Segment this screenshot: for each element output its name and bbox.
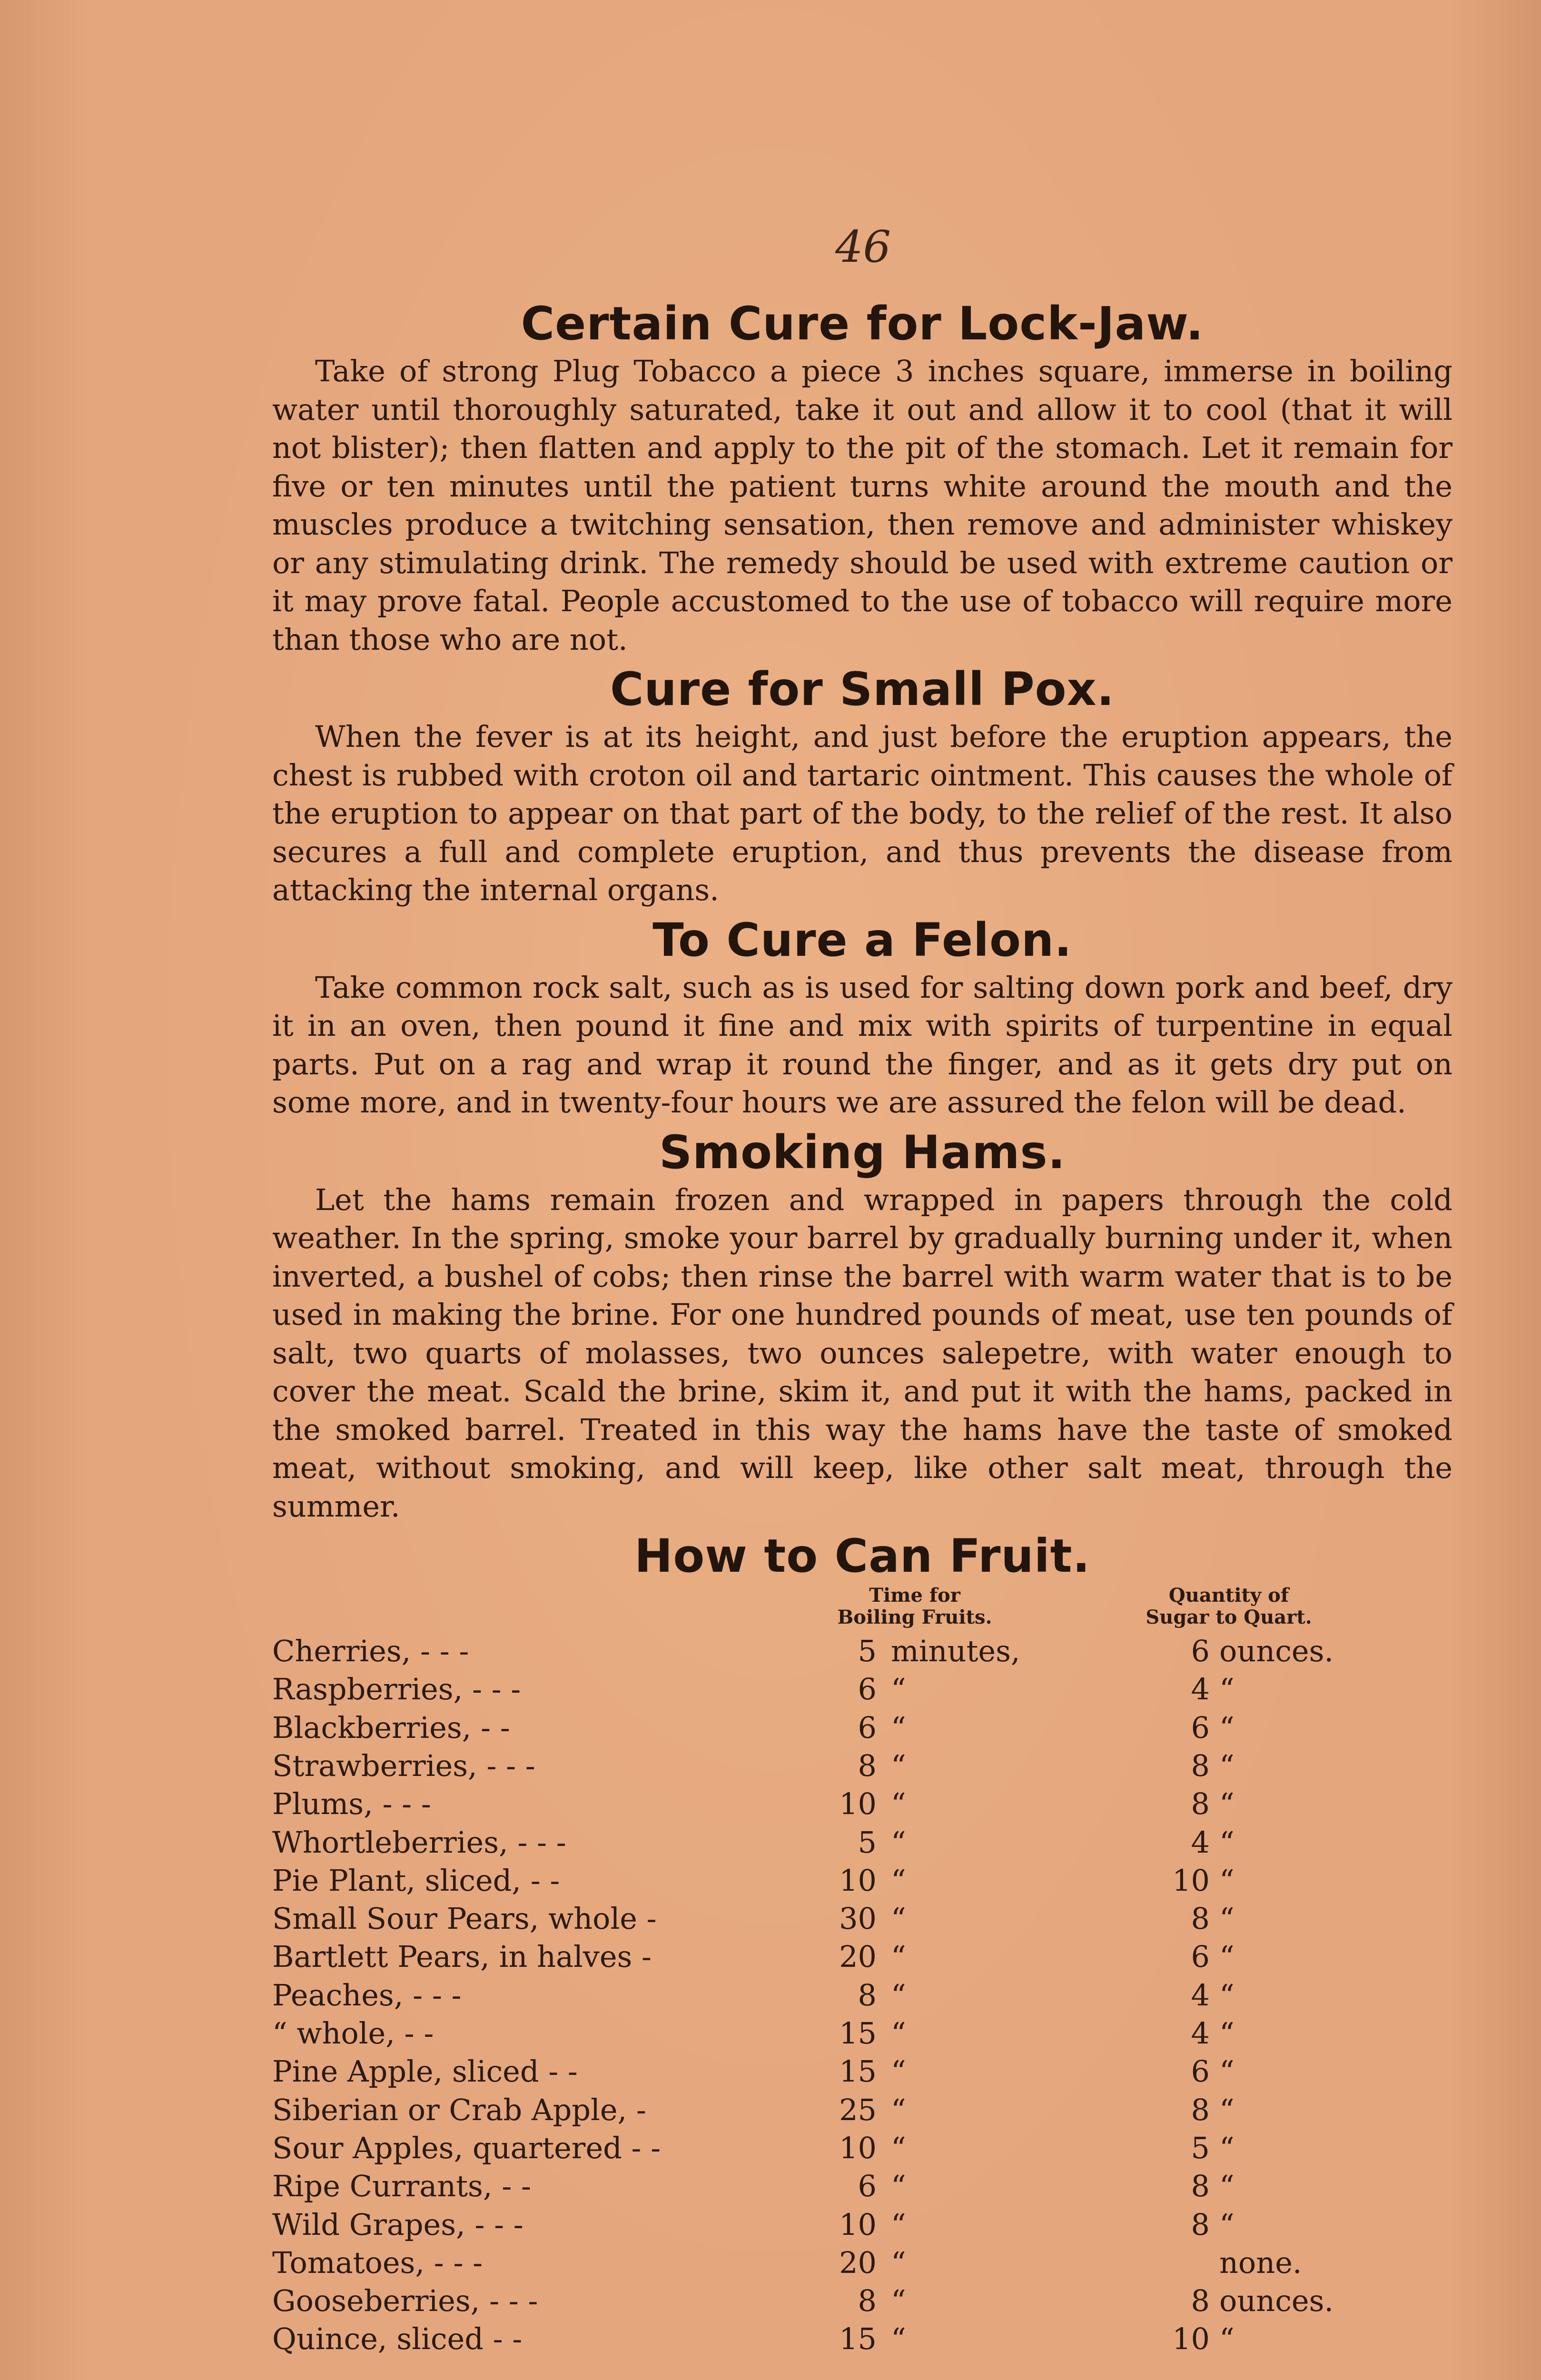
- fruit-row: [272, 1709, 1452, 1747]
- fruit-name: Plums, - - -: [272, 1786, 431, 1822]
- sugar-unit: “: [1219, 2207, 1235, 2242]
- sugar-unit: “: [1219, 2016, 1235, 2051]
- sugar-unit: “: [1219, 1748, 1235, 1783]
- section-title-lockjaw: Certain Cure for Lock-Jaw.: [521, 297, 1204, 350]
- smallpox-section: [272, 661, 1452, 910]
- boiling-time-unit: “: [891, 2169, 906, 2204]
- boiling-time-unit: “: [891, 2245, 906, 2280]
- sugar-unit: “: [1219, 1786, 1235, 1822]
- boiling-time-unit: “: [891, 2130, 906, 2165]
- sugar-amount: 6: [1191, 2054, 1210, 2089]
- boiling-time: 8: [858, 1977, 877, 2013]
- fruit-name: Small Sour Pears, whole -: [272, 1901, 657, 1936]
- sugar-amount: 4: [1191, 2016, 1210, 2051]
- fruit-row: [272, 1785, 1452, 1823]
- boiling-time: 8: [858, 1748, 877, 1783]
- boiling-time-unit: “: [891, 1710, 906, 1745]
- boiling-time: 15: [839, 2054, 877, 2089]
- felon-section: [272, 912, 1452, 1122]
- lockjaw-section: [272, 295, 1452, 659]
- fruit-name: Cherries, - - -: [272, 1634, 469, 1668]
- fruit-name: Raspberries, - - -: [272, 1672, 521, 1707]
- boiling-time: 6: [858, 1710, 877, 1745]
- fruit-row: [272, 1670, 1452, 1708]
- boiling-time-unit: “: [891, 1786, 906, 1822]
- section-body-lockjaw: Take of strong Plug Tobacco a piece 3 inches square, immerse in boiling water until thoroughly saturated, take it out and allow it to cool (that it will not blister); then flatten and apply to the pit of the stomach. Let it remain for five or ten minutes until the patient turns white around the mouth and the muscles produce a twitching sensation, then remove and administer whiskey or any stimulating drink. The remedy should be used with extreme caution or it may prove fatal. People accustomed to the use of tobacco will require more than those who are not.: [272, 354, 1452, 657]
- boiling-time: 8: [858, 2283, 877, 2319]
- boiling-time: 30: [839, 1901, 877, 1936]
- fruit-name: Pie Plant, sliced, - -: [272, 1863, 560, 1898]
- boiling-time-unit: “: [891, 1825, 906, 1860]
- sugar-column-header: [1119, 1585, 1338, 1628]
- sugar-unit: “: [1219, 1825, 1235, 1860]
- boiling-time-unit: minutes,: [891, 1634, 1020, 1668]
- sugar-unit: “: [1219, 2130, 1235, 2165]
- fruit-table: [272, 1585, 1452, 2380]
- fruit-name: Ripe Currants, - -: [272, 2169, 531, 2204]
- time-header-line1: Time for: [869, 1584, 960, 1606]
- fruit-row: [272, 2167, 1452, 2205]
- fruit-name: “ whole, - -: [272, 2016, 434, 2051]
- sugar-unit: “: [1219, 1710, 1235, 1745]
- fruit-row: [272, 1632, 1452, 1670]
- sugar-amount: 8: [1191, 1748, 1210, 1783]
- fruit-name: Blackberries, - -: [272, 1710, 510, 1745]
- boiling-time-unit: “: [891, 2092, 906, 2127]
- sugar-unit: ounces.: [1219, 2283, 1334, 2319]
- sugar-unit: ounces.: [1219, 1634, 1334, 1668]
- boiling-time-unit: “: [891, 1672, 906, 1707]
- boiling-time: 6: [858, 2169, 877, 2204]
- sugar-amount: 8: [1191, 1786, 1210, 1822]
- boiling-time-unit: “: [891, 1901, 906, 1936]
- fruit-row: [272, 1824, 1452, 1862]
- boiling-time: 20: [839, 2245, 877, 2280]
- fruit-row: [272, 2244, 1452, 2282]
- sugar-amount: 10: [1172, 1863, 1210, 1898]
- boiling-time: 25: [839, 2092, 877, 2127]
- page-number: 46: [835, 221, 891, 272]
- sugar-unit: “: [1219, 2054, 1235, 2089]
- sugar-header-line1: Quantity of: [1168, 1584, 1289, 1606]
- sugar-amount: 8: [1191, 2207, 1210, 2242]
- boiling-time: 10: [839, 1863, 877, 1898]
- fruit-name: Whortleberries, - - -: [272, 1825, 566, 1860]
- boiling-time-unit: “: [891, 1977, 906, 2013]
- boiling-time-unit: “: [891, 2283, 906, 2319]
- boiling-time: 15: [839, 2016, 877, 2051]
- sugar-unit: none.: [1219, 2245, 1302, 2280]
- fruit-name: Tomatoes, - - -: [272, 2245, 483, 2280]
- boiling-time: 10: [839, 2130, 877, 2165]
- fruit-name: Pine Apple, sliced - -: [272, 2054, 578, 2089]
- fruit-row: [272, 2053, 1452, 2091]
- section-body-smallpox: When the fever is at its height, and just before the eruption appears, the chest is rubbed with croton oil and tartaric ointment. This causes the whole of the eruption to appear on that part of the body, to the relief of the rest. It also secures a full and complete eruption, and thus prevents the disease from attacking the internal organs.: [272, 719, 1452, 907]
- fruit-name: Wild Grapes, - - -: [272, 2207, 524, 2242]
- fruit-row: [272, 2320, 1452, 2358]
- section-title-can-fruit: How to Can Fruit.: [634, 1529, 1091, 1583]
- fruit-row: [272, 1900, 1452, 1938]
- fruit-row: [272, 1862, 1452, 1900]
- sugar-unit: “: [1219, 1863, 1235, 1898]
- sugar-amount: 8: [1191, 2283, 1210, 2319]
- fruit-row: [272, 1976, 1452, 2014]
- fruit-name: Sour Apples, quartered - -: [272, 2130, 661, 2165]
- time-header-line2: Boiling Fruits.: [837, 1606, 992, 1628]
- sugar-amount: 8: [1191, 1901, 1210, 1936]
- section-title-smallpox: Cure for Small Pox.: [610, 663, 1115, 716]
- sugar-amount: 4: [1191, 1672, 1210, 1707]
- sugar-amount: 8: [1191, 2169, 1210, 2204]
- fruit-row: [272, 2282, 1452, 2320]
- sugar-header-line2: Sugar to Quart.: [1146, 1606, 1312, 1628]
- boiling-time: 5: [858, 1634, 877, 1668]
- sugar-unit: “: [1219, 2321, 1235, 2357]
- boiling-time-unit: “: [891, 2054, 906, 2089]
- sugar-amount: 6: [1191, 1634, 1210, 1668]
- fruit-row: [272, 2129, 1452, 2167]
- sugar-unit: “: [1219, 1672, 1235, 1707]
- section-body-hams: Let the hams remain frozen and wrapped in papers through the cold weather. In the spring, smoke your barrel by gradually burning under it, when inverted, a bushel of cobs; then rinse the barrel with warm water that is to be used in making the brine. For one hundred pounds of meat, use ten pounds of salt, two quarts of molasses, two ounces salepetre, with water enough to cover the meat. Scald the brine, skim it, and put it with the hams, packed in the smoked barrel. Treated in this way the hams have the taste of smoked meat, without smoking, and will keep, like other salt meat, through the summer.: [272, 1182, 1452, 1524]
- can-fruit-section: [272, 1527, 1452, 2380]
- boiling-time-unit: “: [891, 2016, 906, 2051]
- sugar-amount: 4: [1191, 1825, 1210, 1860]
- fruit-name: Gooseberries, - - -: [272, 2283, 538, 2319]
- sugar-amount: 5: [1191, 2130, 1210, 2165]
- boiling-time: 5: [858, 1825, 877, 1860]
- sugar-unit: “: [1219, 2169, 1235, 2204]
- hams-section: [272, 1124, 1452, 1526]
- boiling-time-unit: “: [891, 2321, 906, 2357]
- sugar-amount: 6: [1191, 1939, 1210, 1974]
- fruit-row: [272, 2014, 1452, 2053]
- section-title-felon: To Cure a Felon.: [652, 913, 1072, 967]
- sugar-amount: 10: [1172, 2321, 1210, 2357]
- fruit-name: Strawberries, - - -: [272, 1748, 535, 1783]
- page-content: [272, 295, 1452, 2380]
- boiling-time: 20: [839, 1939, 877, 1974]
- sugar-unit: “: [1219, 1939, 1235, 1974]
- fruit-row: [272, 1747, 1452, 1785]
- boiling-time: 10: [839, 2207, 877, 2242]
- boiling-time: 10: [839, 1786, 877, 1822]
- fruit-row: [272, 2091, 1452, 2129]
- fruit-row: [272, 1938, 1452, 1976]
- boiling-time: 15: [839, 2321, 877, 2357]
- boiling-time-unit: “: [891, 1863, 906, 1898]
- fruit-name: Quince, sliced - -: [272, 2321, 523, 2357]
- fruit-row: [272, 2206, 1452, 2244]
- section-title-hams: Smoking Hams.: [659, 1125, 1066, 1179]
- sugar-amount: 4: [1191, 1977, 1210, 2013]
- section-body-felon: Take common rock salt, such as is used for salting down pork and beef, dry it in an oven, then pound it fine and mix with spirits of turpentine in equal parts. Put on a rag and wrap it round the finger, and as it gets dry put on some more, and in twenty-four hours we are assured the felon will be dead.: [272, 970, 1452, 1120]
- sugar-amount: 6: [1191, 1710, 1210, 1745]
- boiling-time-unit: “: [891, 1748, 906, 1783]
- boiling-time: 6: [858, 1672, 877, 1707]
- fruit-name: Peaches, - - -: [272, 1977, 462, 2013]
- sugar-unit: “: [1219, 2092, 1235, 2127]
- sugar-unit: “: [1219, 1977, 1235, 2013]
- boiling-time-unit: “: [891, 2207, 906, 2242]
- sugar-unit: “: [1219, 1901, 1235, 1936]
- fruit-name: Bartlett Pears, in halves -: [272, 1939, 652, 1974]
- fruit-name: Siberian or Crab Apple, -: [272, 2092, 646, 2127]
- boiling-time-unit: “: [891, 1939, 906, 1974]
- time-column-header: [815, 1585, 1015, 1628]
- sugar-amount: 8: [1191, 2092, 1210, 2127]
